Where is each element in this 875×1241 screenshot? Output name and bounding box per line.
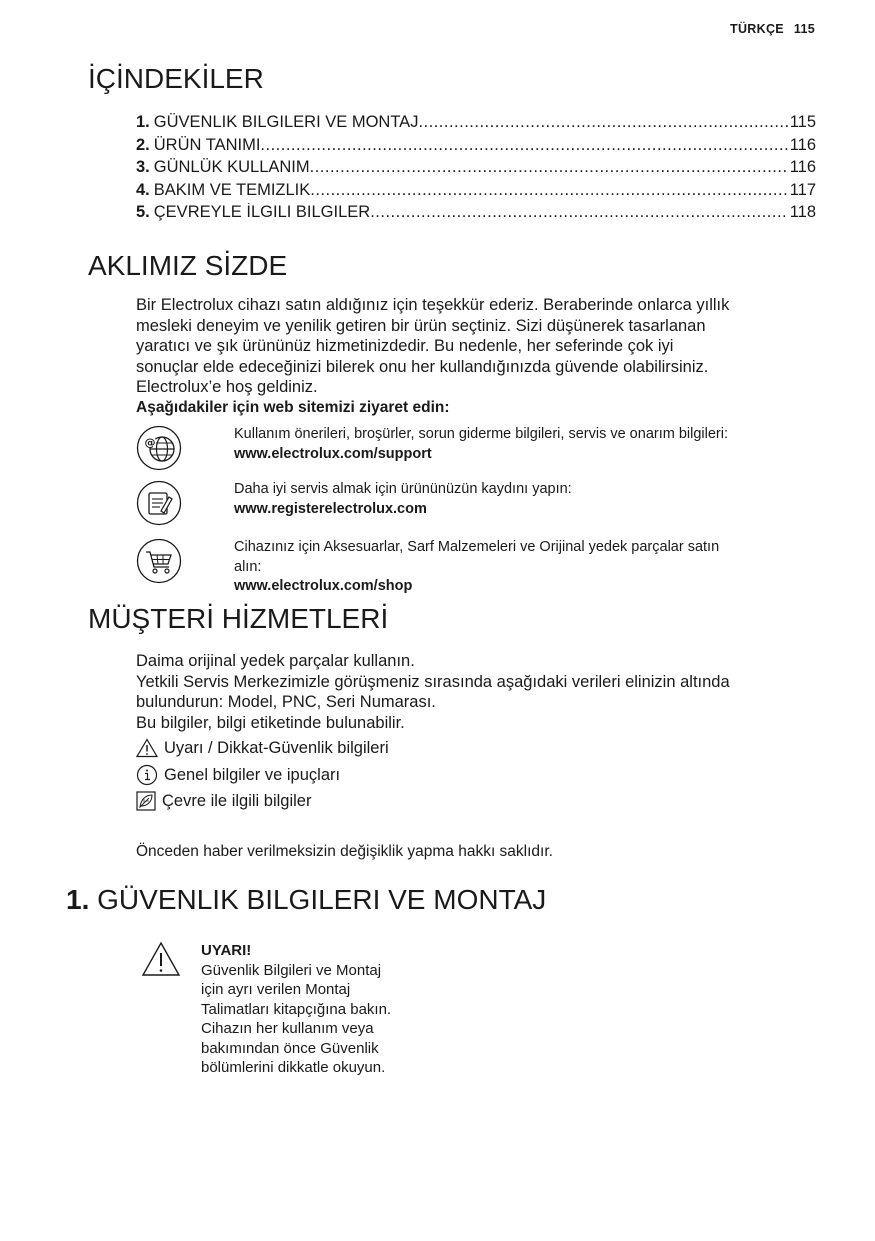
toc-item[interactable] (136, 203, 816, 226)
toc-item[interactable] (136, 158, 816, 181)
table-of-contents (136, 113, 816, 226)
toc-item-number: 1. (136, 113, 150, 131)
intro-line: mesleki deneyim ve yenilik getiren bir ürün seçtiniz. Sizi düşünerek tasarlanan (136, 316, 706, 335)
intro-line: yaratıcı ve şık ürününüz hizmetinizdedir. Bu nedenle, her seferinde çok iyi (136, 337, 674, 355)
toc-leader (370, 203, 787, 222)
toc-item-label: ÜRÜN TANIMI (153, 135, 261, 154)
intro-line: Bir Electrolux cihazı satın aldığınız için teşekkür ederiz. Beraberinde onlarca yıllık (136, 296, 730, 314)
toc-item-page: 116 (789, 135, 816, 154)
web-item-desc: Kullanım önerileri, broşürler, sorun giderme bilgileri, servis ve onarım bilgileri: (234, 426, 728, 442)
shop-link[interactable]: www.electrolux.com/shop (234, 578, 413, 594)
warning-line: bölümlerini dikkatle okuyun. (201, 1059, 386, 1076)
aklimiz-intro (136, 295, 826, 418)
warning-triangle-icon (141, 941, 181, 977)
warning-line: Güvenlik Bilgileri ve Montaj (201, 961, 382, 979)
shopping-cart-icon (136, 538, 182, 584)
section-title: GÜVENLIK BILGILERI VE MONTAJ (97, 884, 547, 915)
support-link[interactable]: www.electrolux.com/support (234, 445, 432, 462)
web-item-text (234, 425, 814, 464)
intro-line: Electrolux’e hoş geldiniz. (136, 378, 318, 396)
legend-label: Çevre ile ilgili bilgiler (162, 791, 312, 810)
musteri-line: Bu bilgiler, bilgi etiketinde bulunabilir. (136, 713, 405, 732)
change-notice: Önceden haber verilmeksizin değişiklik yapma hakkı saklıdır. (136, 843, 553, 860)
warning-title: UYARI! (201, 942, 252, 959)
toc-item-label: GÜNLÜK KULLANIM (153, 158, 310, 176)
web-item-desc: Daha iyi servis almak için ürününüzün kaydını yapın: (234, 481, 572, 497)
warning-line: Talimatları kitapçığına bakın. (201, 1000, 392, 1018)
toc-item-label: ÇEVREYLE İLGILI BILGILER (153, 203, 371, 221)
toc-item-page: 117 (789, 180, 816, 199)
register-link[interactable]: www.registerelectrolux.com (234, 500, 427, 517)
toc-item-number: 3. (136, 158, 150, 176)
svg-text:@: @ (144, 436, 156, 449)
toc-item-page: 116 (789, 158, 816, 176)
toc-leader (310, 181, 787, 200)
musteri-line: Daima orijinal yedek parçalar kullanın. (136, 652, 415, 670)
header-page-number: 115 (793, 22, 815, 36)
warning-line: bakımından önce Güvenlik (201, 1039, 379, 1057)
leaf-icon (136, 791, 156, 811)
warning-triangle-icon (136, 738, 158, 758)
intro-line: sonuçlar elde edeceğinizi bilerek onu her kullandığınızda güvende olabilirsiniz. (136, 357, 709, 376)
web-item-desc: alın: (234, 558, 262, 575)
toc-item-page: 115 (789, 113, 816, 131)
toc-title: İÇİNDEKİLER (88, 63, 264, 94)
globe-at-icon (136, 425, 182, 471)
web-item-text (234, 538, 814, 597)
musteri-intro (136, 651, 826, 733)
toc-leader (418, 113, 787, 132)
legend-warning (136, 738, 389, 758)
warning-line: Cihazın her kullanım veya (201, 1020, 374, 1037)
warning-box (201, 941, 441, 1078)
musteri-line: bulundurun: Model, PNC, Seri Numarası. (136, 693, 436, 711)
web-item-text (234, 480, 814, 519)
header-language: TÜRKÇE (730, 22, 784, 36)
toc-leader (260, 136, 787, 155)
page-header (730, 22, 815, 36)
musteri-line: Yetkili Servis Merkezimizle görüşmeniz sırasında aşağıdaki verileri elinizin altında (136, 672, 730, 691)
info-circle-icon (136, 764, 158, 786)
section-1-heading (66, 884, 546, 916)
musteri-title: MÜŞTERİ HİZMETLERİ (88, 603, 389, 634)
register-form-icon (136, 480, 182, 526)
toc-item-page: 118 (789, 203, 816, 221)
toc-item-number: 4. (136, 180, 150, 199)
visit-label: Aşağıdakiler için web sitemizi ziyaret edin: (136, 398, 450, 416)
web-item-desc: Cihazınız için Aksesuarlar, Sarf Malzemeleri ve Orijinal yedek parçalar satın (234, 539, 720, 555)
toc-leader (310, 158, 788, 177)
toc-item[interactable] (136, 136, 816, 159)
legend-label: Uyarı / Dikkat-Güvenlik bilgileri (164, 738, 389, 757)
legend-environment (136, 791, 311, 811)
section-number: 1. (66, 884, 90, 915)
toc-item[interactable] (136, 181, 816, 204)
warning-line: için ayrı verilen Montaj (201, 981, 351, 998)
toc-item-label: BAKIM VE TEMIZLIK (153, 180, 311, 199)
toc-item-label: GÜVENLIK BILGILERI VE MONTAJ (153, 113, 419, 131)
toc-item-number: 2. (136, 135, 150, 154)
toc-item-number: 5. (136, 203, 150, 221)
legend-info (136, 764, 340, 786)
aklimiz-title: AKLIMIZ SİZDE (88, 250, 288, 281)
legend-label: Genel bilgiler ve ipuçları (164, 765, 341, 784)
toc-item[interactable] (136, 113, 816, 136)
